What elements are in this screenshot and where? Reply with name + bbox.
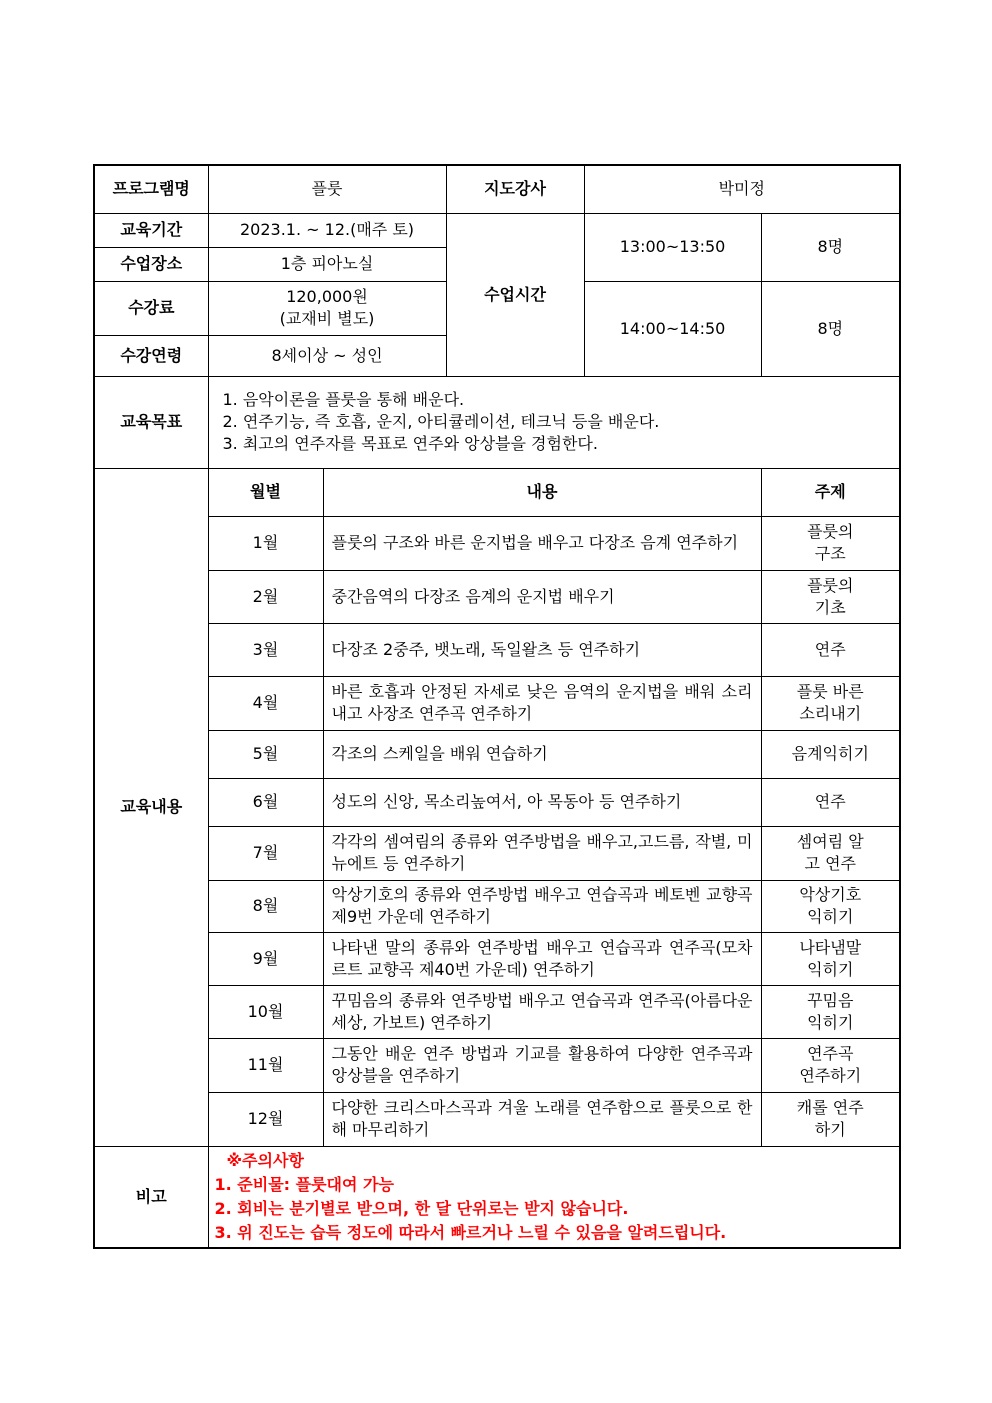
- content-cell: 플룻의 구조와 바른 운지법을 배우고 다장조 음계 연주하기: [323, 516, 761, 570]
- content-cell: 꾸밈음의 종류와 연주방법 배우고 연습곡과 연주곡(아름다운세상, 가보트) 연주하기: [323, 985, 761, 1038]
- fee-value: 120,000원 (교재비 별도): [208, 281, 446, 335]
- remarks-notes: [208, 1146, 900, 1248]
- content-cell: 악상기호의 종류와 연주방법 배우고 연습곡과 베토벤 교향곡 제9번 가운데 연주하기: [323, 880, 761, 932]
- month-cell: 4월: [208, 676, 323, 730]
- place-label: 수업장소: [94, 247, 208, 281]
- program-value: 플룻: [208, 165, 446, 213]
- content-cell: 중간음역의 다장조 음계의 운지법 배우기: [323, 570, 761, 623]
- topic-cell: 캐롤 연주 하기: [761, 1092, 900, 1146]
- age-label: 수강연령: [94, 335, 208, 376]
- topic-cell: 꾸밈음 익히기: [761, 985, 900, 1038]
- topic-header: 주제: [761, 468, 900, 516]
- content-cell: 그동안 배운 연주 방법과 기교를 활용하여 다양한 연주곡과 앙상블을 연주하기: [323, 1038, 761, 1092]
- topic-cell: 연주: [761, 623, 900, 676]
- month-cell: 9월: [208, 932, 323, 985]
- goal-item: 3. 최고의 연주자를 목표로 연주와 앙상블을 경험한다.: [222, 434, 598, 453]
- month-cell: 1월: [208, 516, 323, 570]
- remarks-title: ※주의사항: [226, 1150, 304, 1170]
- month-cell: 7월: [208, 826, 323, 880]
- month-cell: 6월: [208, 778, 323, 826]
- goals-list: [208, 376, 900, 468]
- month-header: 월별: [208, 468, 323, 516]
- goals-label: 교육목표: [94, 376, 208, 468]
- month-cell: 3월: [208, 623, 323, 676]
- place-value: 1층 피아노실: [208, 247, 446, 281]
- curriculum-label: 교육내용: [94, 468, 208, 1146]
- content-header: 내용: [323, 468, 761, 516]
- topic-cell: 악상기호 익히기: [761, 880, 900, 932]
- content-cell: 나타낸 말의 종류와 연주방법 배우고 연습곡과 연주곡(모차르트 교향곡 제40번 가운데) 연주하기: [323, 932, 761, 985]
- goal-item: 1. 음악이론을 플룻을 통해 배운다.: [222, 390, 465, 409]
- topic-cell: 플룻 바른 소리내기: [761, 676, 900, 730]
- class-time-label: 수업시간: [446, 213, 584, 376]
- content-cell: 다양한 크리스마스곡과 겨울 노래를 연주함으로 플룻으로 한 해 마무리하기: [323, 1092, 761, 1146]
- month-cell: 2월: [208, 570, 323, 623]
- topic-cell: 나타냄말 익히기: [761, 932, 900, 985]
- content-cell: 다장조 2중주, 뱃노래, 독일왈츠 등 연주하기: [323, 623, 761, 676]
- month-cell: 5월: [208, 730, 323, 778]
- content-cell: 각조의 스케일을 배워 연습하기: [323, 730, 761, 778]
- topic-cell: 연주: [761, 778, 900, 826]
- content-cell: 바른 호흡과 안정된 자세로 낮은 음역의 운지법을 배워 소리내고 사장조 연주곡 연주하기: [323, 676, 761, 730]
- program-label: 프로그램명: [94, 165, 208, 213]
- month-cell: 10월: [208, 985, 323, 1038]
- month-cell: 12월: [208, 1092, 323, 1146]
- content-cell: 각각의 셈여림의 종류와 연주방법을 배우고,고드름, 작별, 미뉴에트 등 연주하기: [323, 826, 761, 880]
- month-cell: 11월: [208, 1038, 323, 1092]
- period-value: 2023.1. ~ 12.(매주 토): [208, 213, 446, 247]
- month-cell: 8월: [208, 880, 323, 932]
- content-cell: 성도의 신앙, 목소리높여서, 아 목동아 등 연주하기: [323, 778, 761, 826]
- topic-cell: 셈여림 알 고 연주: [761, 826, 900, 880]
- instructor-value: 박미정: [584, 165, 900, 213]
- remarks-label: 비고: [94, 1146, 208, 1248]
- age-value: 8세이상 ~ 성인: [208, 335, 446, 376]
- period-label: 교육기간: [94, 213, 208, 247]
- topic-cell: 음계익히기: [761, 730, 900, 778]
- instructor-label: 지도강사: [446, 165, 584, 213]
- session-1-time: 13:00~13:50: [584, 213, 761, 281]
- fee-label: 수강료: [94, 281, 208, 335]
- session-1-capacity: 8명: [761, 213, 900, 281]
- program-table: [93, 164, 901, 1249]
- goal-item: 2. 연주기능, 즉 호흡, 운지, 아티큘레이션, 테크닉 등을 배운다.: [222, 412, 660, 431]
- topic-cell: 플룻의 구조: [761, 516, 900, 570]
- topic-cell: 연주곡 연주하기: [761, 1038, 900, 1092]
- session-2-capacity: 8명: [761, 281, 900, 376]
- session-2-time: 14:00~14:50: [584, 281, 761, 376]
- remark-item: 2. 회비는 분기별로 받으며, 한 달 단위로는 받지 않습니다.: [214, 1198, 629, 1218]
- remark-item: 1. 준비물: 플룻대여 가능: [214, 1174, 394, 1194]
- topic-cell: 플룻의 기초: [761, 570, 900, 623]
- remark-item: 3. 위 진도는 습득 정도에 따라서 빠르거나 느릴 수 있음을 알려드립니다.: [214, 1222, 727, 1242]
